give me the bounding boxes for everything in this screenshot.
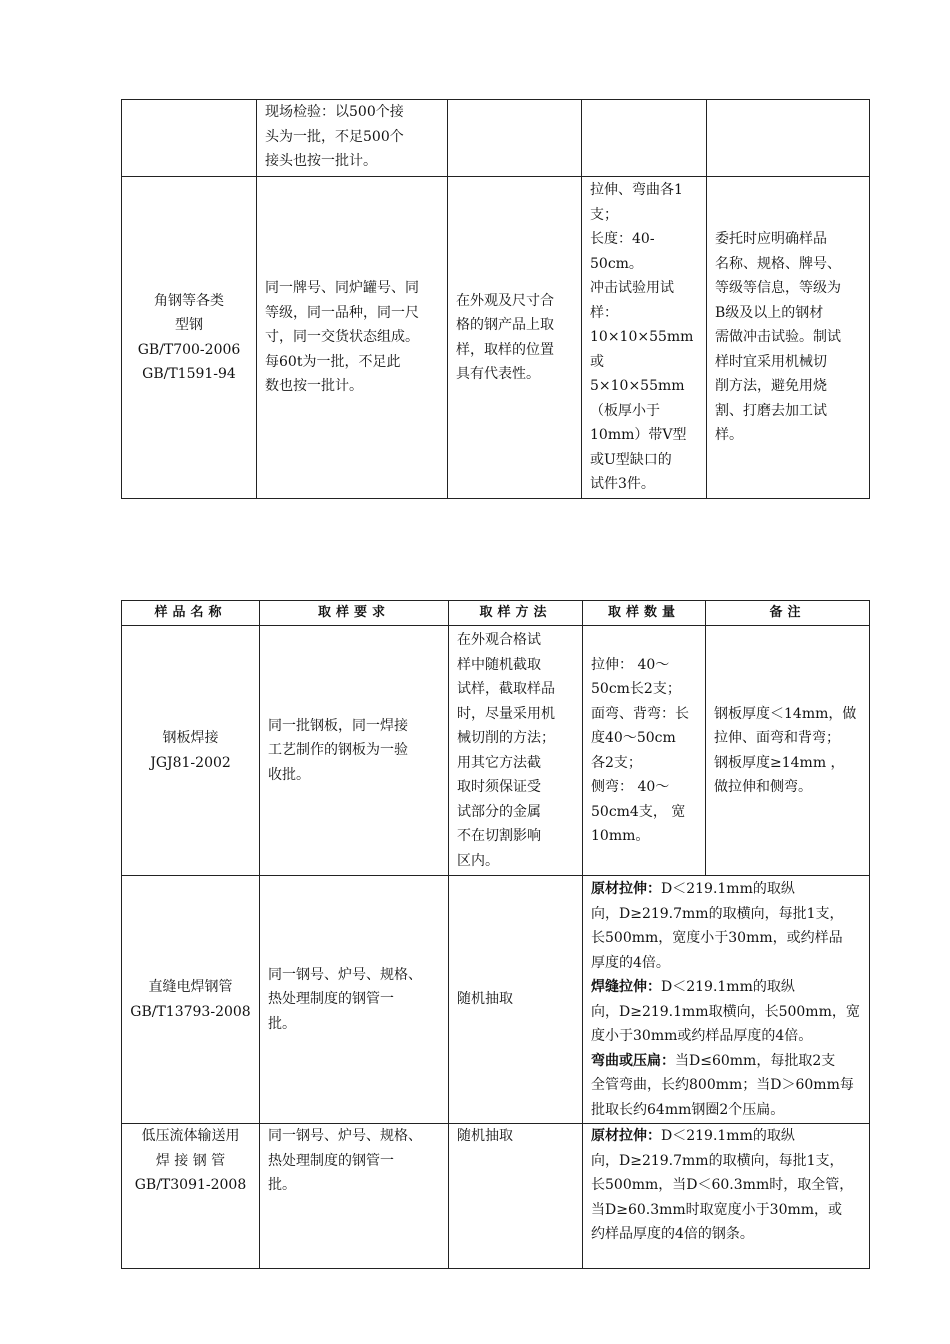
- sampling-method-cell: 随机抽取: [449, 1124, 583, 1269]
- tensile-text: D＜219.1mm的取纵 向，D≥219.7mm的取横向，每批1支， 长500mm，宽度小于30mm，或约样品 厚度的4倍。: [591, 881, 844, 971]
- table-row: [122, 100, 870, 177]
- bend-flatten-label: 弯曲或压扁：: [591, 1052, 675, 1069]
- header-sampling-method: 取样方法: [449, 601, 583, 626]
- header-sample-name: 样品名称: [122, 601, 260, 626]
- table-row: [122, 876, 870, 1124]
- sampling-table-continued: [121, 99, 870, 499]
- table-header-row: [122, 601, 870, 626]
- sample-name-cell: 低压流体输送用 焊 接 钢 管 GB/T3091-2008: [122, 1124, 260, 1269]
- sampling-quantity-cell: 拉伸、弯曲各1 支； 长度：40- 50cm。 冲击试验用试 样： 10×10×55mm 或 5×10×55mm （板厚小于 10mm）带V型 或U型缺口的 试件3件。: [582, 177, 707, 499]
- header-sampling-requirement: 取样要求: [260, 601, 449, 626]
- sampling-requirement-cell: 同一批钢板，同一焊接 工艺制作的钢板为一验 收批。: [260, 626, 449, 876]
- sampling-quantity-cell: [583, 1124, 870, 1269]
- remark-cell: 钢板厚度＜14mm，做 拉伸、面弯和背弯； 钢板厚度≥14mm ， 做拉伸和侧弯。: [706, 626, 870, 876]
- header-remark: 备注: [706, 601, 870, 626]
- tensile-label: 原材拉伸：: [591, 881, 661, 897]
- table-row: [122, 177, 870, 499]
- remark-cell: [707, 100, 870, 177]
- sampling-quantity-cell: [583, 876, 870, 1124]
- sampling-requirement-cell: 同一钢号、炉号、规格、 热处理制度的钢管一 批。: [260, 1124, 449, 1269]
- sample-name-cell: 直缝电焊钢管 GB/T13793-2008: [122, 876, 260, 1124]
- sampling-quantity-cell: [582, 100, 707, 177]
- sampling-requirement-cell: 同一牌号、同炉罐号、同 等级，同一品种，同一尺 寸，同一交货状态组成。 每60t为一批，不足此 数也按一批计。: [257, 177, 448, 499]
- tensile-text: D＜219.1mm的取纵 向，D≥219.7mm的取横向，每批1支， 长500mm，当D＜60.3mm时，取全管， 当D≥60.3mm时取宽度小于30mm，或 约样品厚度的4倍的钢条。: [591, 1128, 854, 1242]
- sample-name-cell: 角钢等各类 型钢 GB/T700-2006 GB/T1591-94: [122, 177, 257, 499]
- weld-tensile-text: D＜219.1mm的取纵 向，D≥219.1mm取横向，长500mm，宽 度小于30mm或约样品厚度的4倍。: [591, 979, 860, 1044]
- remark-cell: 委托时应明确样品 名称、规格、牌号、 等级等信息，等级为 B级及以上的钢材 需做冲击试验。制试 样时宜采用机械切 削方法，避免用烧 割、打磨去加工试 样。: [707, 177, 870, 499]
- sampling-method-cell: 随机抽取: [449, 876, 583, 1124]
- header-sampling-quantity: 取样数量: [583, 601, 706, 626]
- weld-tensile-label: 焊缝拉伸：: [591, 979, 661, 995]
- sample-name-cell: 钢板焊接 JGJ81-2002: [122, 626, 260, 876]
- sampling-method-cell: 在外观及尺寸合 格的钢产品上取 样，取样的位置 具有代表性。: [448, 177, 582, 499]
- sampling-quantity-cell: 拉伸： 40～ 50cm长2支； 面弯、背弯：长 度40～50cm 各2支； 侧弯： 40～ 50cm4支， 宽 10mm。: [583, 626, 706, 876]
- tensile-label: 原材拉伸：: [591, 1128, 661, 1144]
- sampling-method-cell: [448, 100, 582, 177]
- sampling-table: [121, 600, 870, 1269]
- sample-name-cell: [122, 100, 257, 177]
- sampling-requirement-cell: 现场检验：以500个接 头为一批，不足500个 接头也按一批计。: [257, 100, 448, 177]
- sampling-requirement-cell: 同一钢号、炉号、规格、 热处理制度的钢管一 批。: [260, 876, 449, 1124]
- bend-flatten-text: 当D≤60mm，每批取2支 全管弯曲，长约800mm；当D＞60mm每 批取长约64mm钢圈2个压扁。: [591, 1052, 854, 1118]
- table-row: [122, 626, 870, 876]
- table-row: [122, 1124, 870, 1269]
- sampling-method-cell: 在外观合格试 样中随机截取 试样，截取样品 时，尽量采用机 械切削的方法； 用其它方法截 取时须保证受 试部分的金属 不在切割影响 区内。: [449, 626, 583, 876]
